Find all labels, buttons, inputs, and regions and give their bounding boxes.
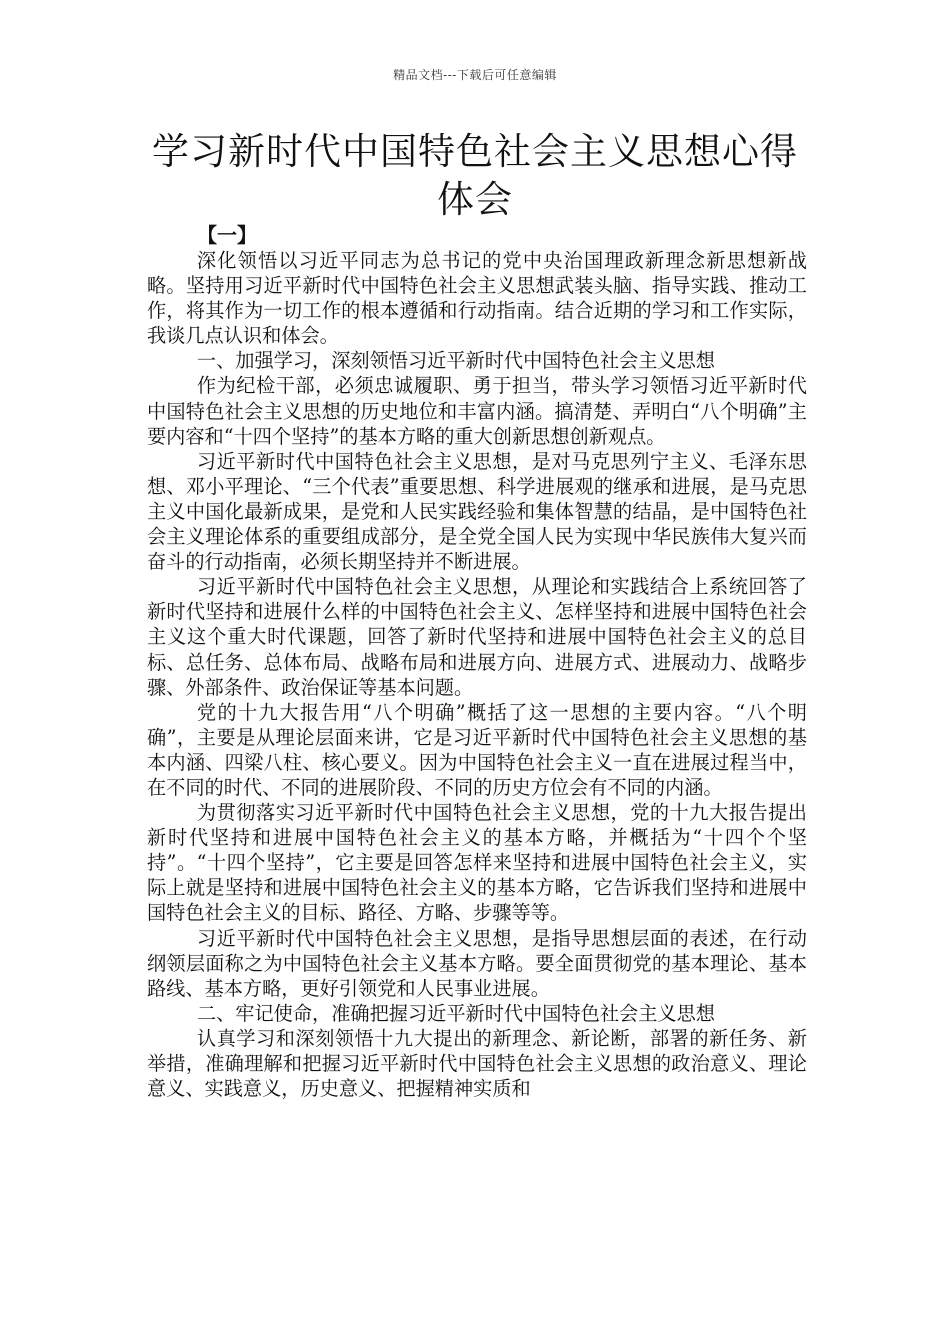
header-note: 精品文档---下载后可任意编辑	[393, 68, 557, 82]
section-heading: 二、牢记使命，准确把握习近平新时代中国特色社会主义思想	[196, 1001, 715, 1025]
paragraph: 深化领悟以习近平同志为总书记的党中央治国理政新理念新思想新战略。坚持用习近平新时代中国特色社会主义思想武装头脑、指导实践、推动工作，将其作为一切工作的根本遵循和行动指南。结合近期的学习和工作实际，我谈几点认识和体会。	[147, 249, 807, 348]
paragraph: 为贯彻落实习近平新时代中国特色社会主义思想，党的十九大报告提出新时代坚持和进展中国特色社会主义的基本方略，并概括为“十四个个坚持”。“十四个坚持”，它主要是回答怎样来坚持和进展中国特色社会主义，实际上就是坚持和进展中国特色社会主义的基本方略，它告诉我们坚持和进展中国特色社会主义的目标、路径、方略、步骤等等。	[147, 801, 807, 925]
paragraph: 党的十九大报告用“八个明确”概括了这一思想的主要内容。“八个明确”，主要是从理论层面来讲，它是习近平新时代中国特色社会主义思想的基本内涵、四梁八柱、核心要义。因为中国特色社会主义一直在进展过程当中，在不同的时代、不同的进展阶段、不同的历史方位会有不同的内涵。	[147, 700, 807, 799]
paragraph: 习近平新时代中国特色社会主义思想，从理论和实践结合上系统回答了新时代坚持和进展什么样的中国特色社会主义、怎样坚持和进展中国特色社会主义这个重大时代课题，回答了新时代坚持和进展中国特色社会主义的总目标、总任务、总体布局、战略布局和进展方向、进展方式、进展动力、战略步骤、外部条件、政治保证等基本问题。	[147, 575, 807, 699]
document-title: 学习新时代中国特色社会主义思想心得体会	[152, 130, 798, 221]
section-heading: 一、加强学习，深刻领悟习近平新时代中国特色社会主义思想	[196, 349, 715, 373]
paragraph: 习近平新时代中国特色社会主义思想，是指导思想层面的表述，在行动纲领层面称之为中国特色社会主义基本方略。要全面贯彻党的基本理论、基本路线、基本方略，更好引领党和人民事业进展。	[147, 926, 807, 1000]
paragraph: 习近平新时代中国特色社会主义思想，是对马克思列宁主义、毛泽东思想、邓小平理论、“三个代表”重要思想、科学进展观的继承和进展，是马克思主义中国化最新成果，是党和人民实践经验和集体智慧的结晶，是中国特色社会主义理论体系的重要组成部分，是全党全国人民为实现中华民族伟大复兴而奋斗的行动指南，必须长期坚持并不断进展。	[147, 449, 807, 574]
document-body	[147, 222, 807, 1101]
section-label: 【一】	[197, 223, 257, 247]
paragraph: 认真学习和深刻领悟十九大提出的新理念、新论断，部署的新任务、新举措，准确理解和把握习近平新时代中国特色社会主义思想的政治意义、理论意义、实践意义，历史意义、把握精神实质和	[147, 1026, 807, 1101]
paragraph: 作为纪检干部，必须忠诚履职、勇于担当，带头学习领悟习近平新时代中国特色社会主义思想的历史地位和丰富内涵。搞清楚、弄明白“八个明确”主要内容和“十四个坚持”的基本方略的重大创新思想创新观点。	[147, 374, 807, 448]
